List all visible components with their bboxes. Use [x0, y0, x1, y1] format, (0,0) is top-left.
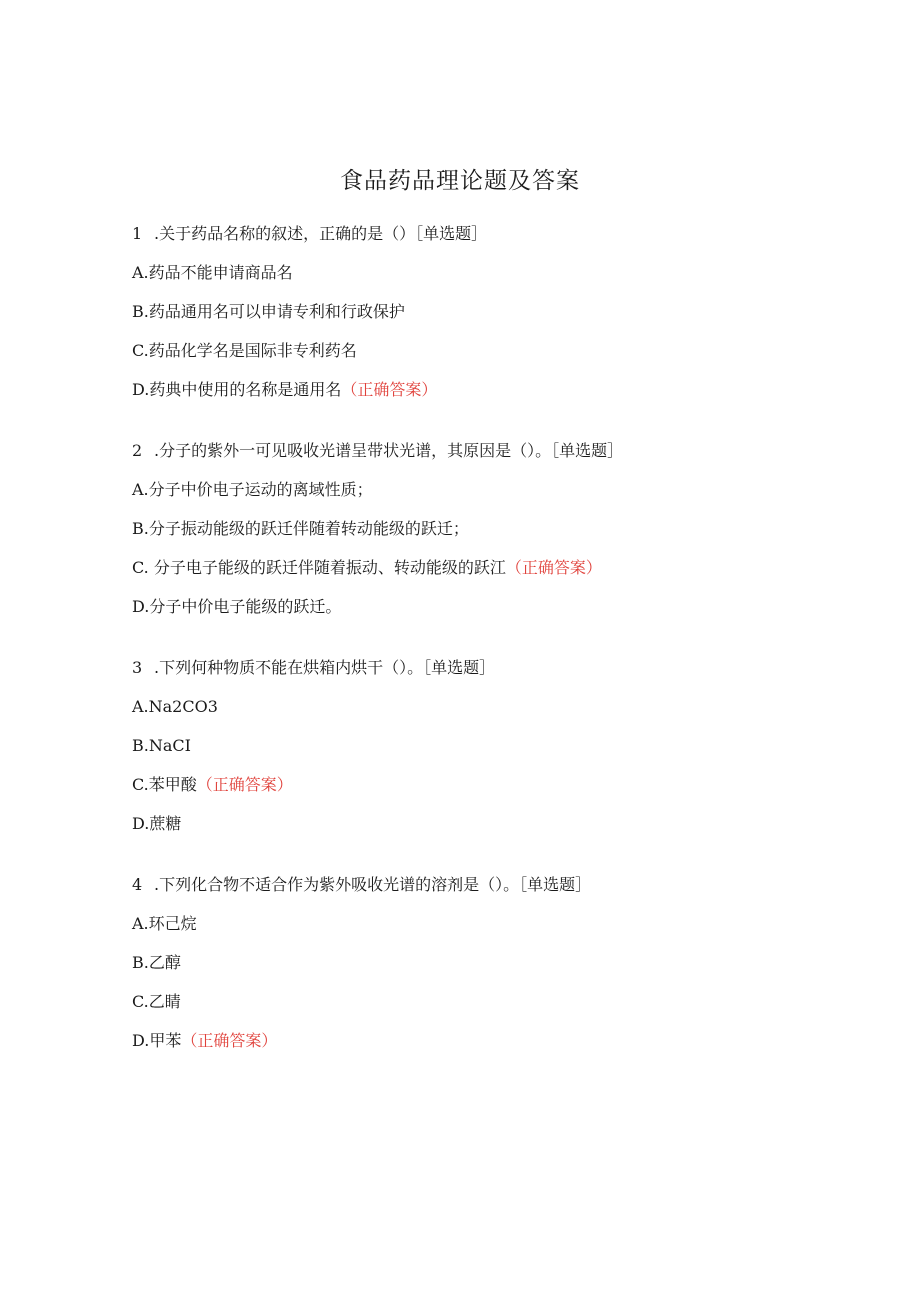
option-text: D.药典中使用的名称是通用名 [132, 380, 342, 399]
question-number: 3 [132, 658, 143, 677]
option-text: D.蔗糖 [132, 814, 182, 833]
question-list [132, 221, 860, 1067]
question-number: 1 [132, 224, 143, 243]
option-text: A.分子中价电子运动的离域性质； [132, 480, 373, 499]
question-spacer [132, 850, 860, 872]
option-text: C. 分子电子能级的跃迁伴随着振动、转动能级的跃江 [132, 558, 506, 577]
option-c [132, 989, 860, 1015]
option-b [132, 516, 860, 542]
question-spacer [132, 416, 860, 438]
option-text: B.药品通用名可以申请专利和行政保护 [132, 302, 405, 321]
question-1 [132, 221, 860, 403]
question-2 [132, 438, 860, 620]
option-text: C.药品化学名是国际非专利药名 [132, 341, 357, 360]
option-text: C.苯甲酸 [132, 775, 197, 794]
option-text: A.环己烷 [132, 914, 197, 933]
question-text: .下列化合物不适合作为紫外吸收光谱的溶剂是（）。［单选题］ [154, 875, 592, 894]
question-number: 4 [132, 875, 143, 894]
option-text: A.Na2CO3 [132, 697, 218, 716]
document-title: 食品药品理论题及答案 [340, 168, 580, 194]
option-c [132, 555, 860, 581]
option-a [132, 911, 860, 937]
option-b [132, 733, 860, 759]
correct-answer-label: （正确答案） [505, 558, 602, 577]
question-spacer [132, 633, 860, 655]
question-number: 2 [132, 441, 143, 460]
question-text: .关于药品名称的叙述，正确的是（）［单选题］ [154, 224, 488, 243]
option-b [132, 950, 860, 976]
correct-answer-label: （正确答案） [196, 775, 293, 794]
question-text: .下列何种物质不能在烘箱内烘干（）。［单选题］ [154, 658, 496, 677]
option-text: C.乙睛 [132, 992, 181, 1011]
option-a [132, 477, 860, 503]
option-c [132, 772, 860, 798]
option-d [132, 1028, 860, 1054]
question-stem [132, 438, 860, 464]
option-text: D.甲苯 [132, 1031, 182, 1050]
option-text: B.NaCI [132, 736, 191, 755]
option-c [132, 338, 860, 364]
option-d [132, 811, 860, 837]
correct-answer-label: （正确答案） [181, 1031, 278, 1050]
option-b [132, 299, 860, 325]
option-a [132, 694, 860, 720]
question-stem [132, 221, 860, 247]
correct-answer-label: （正确答案） [341, 380, 438, 399]
question-stem [132, 655, 860, 681]
question-text: .分子的紫外一可见吸收光谱呈带状光谱，其原因是（）。［单选题］ [154, 441, 624, 460]
option-d [132, 594, 860, 620]
question-stem [132, 872, 860, 898]
option-text: D.分子中价电子能级的跃迁。 [132, 597, 342, 616]
question-4 [132, 872, 860, 1054]
option-d [132, 377, 860, 403]
option-text: A.药品不能申请商品名 [132, 263, 293, 282]
question-3 [132, 655, 860, 837]
option-a [132, 260, 860, 286]
option-text: B.乙醇 [132, 953, 181, 972]
option-text: B.分子振动能级的跃迁伴随着转动能级的跃迁； [132, 519, 469, 538]
